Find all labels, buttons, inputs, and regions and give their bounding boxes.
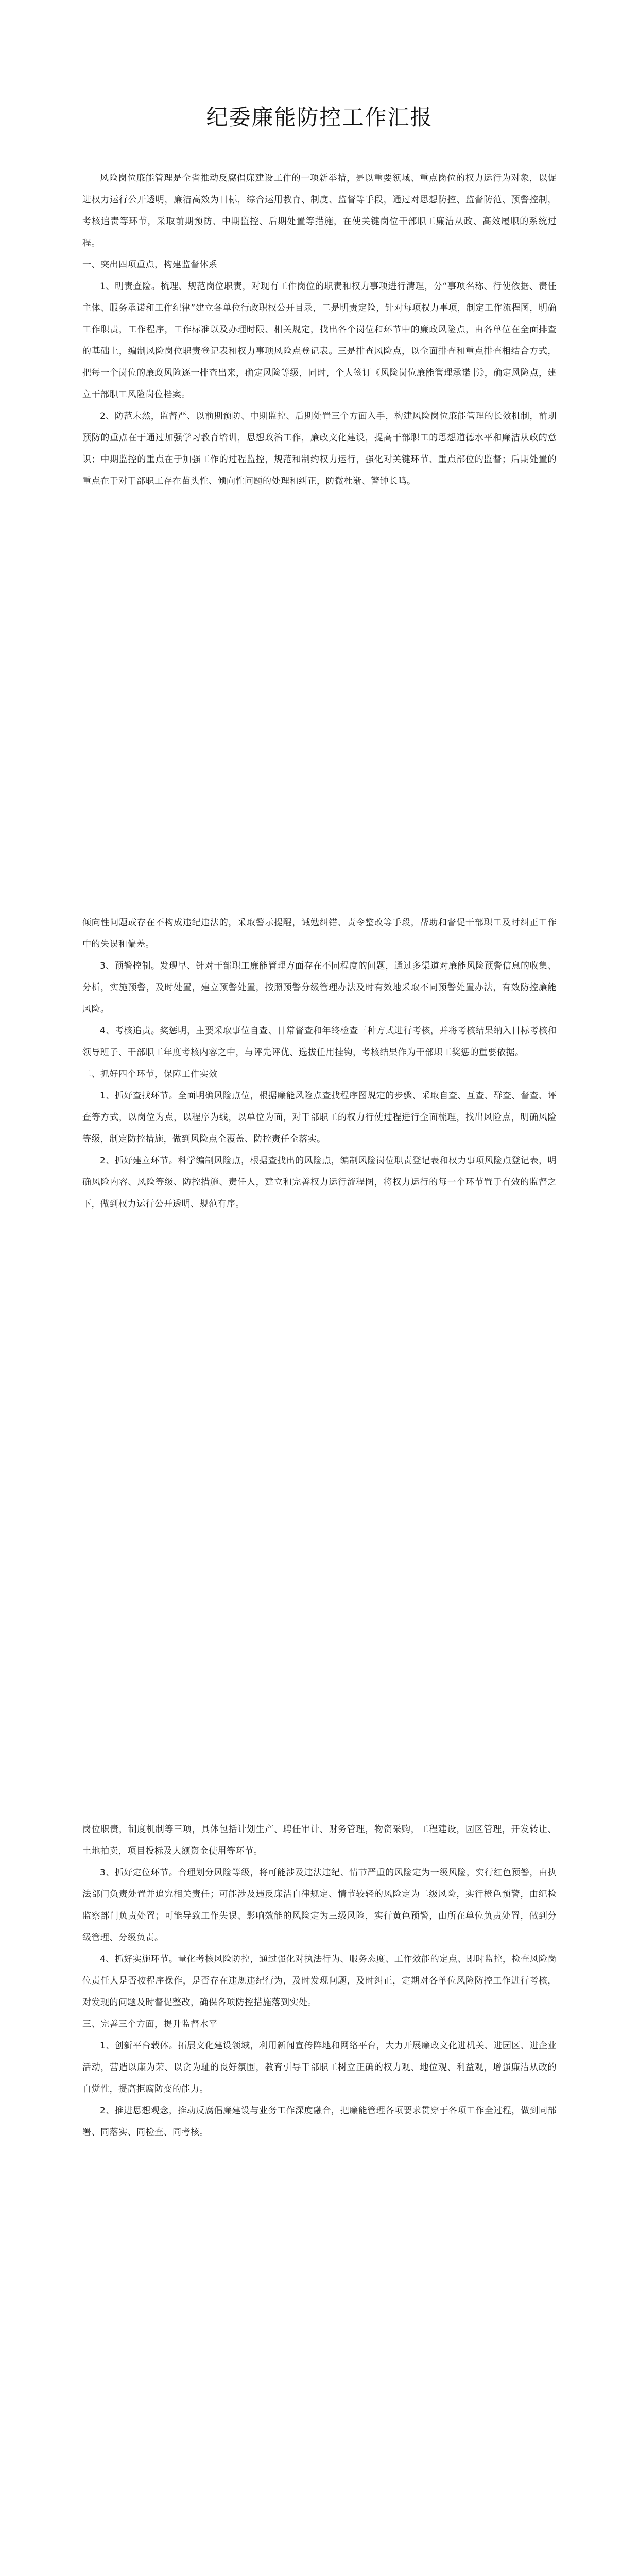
page3-body	[82, 1819, 557, 2143]
paragraph-1-2: 2、防范未然，监督严、以前期预防、中期监控、后期处置三个方面入手，构建风险岗位廉能管理的长效机制，前期预防的重点在于通过加强学习教育培训，思想政治工作，廉政文化建设，提高干部职工的思想道德水平和廉洁从政的意识；中期监控的重点在于加强工作的过程监控，规范和制约权力运行，强化对关键环节、重点部位的监督；后期处置的重点在于对干部职工存在苗头性、倾向性问题的处理和纠正，防微杜渐、警钟长鸣。	[82, 411, 557, 486]
paragraph-1-4: 4、考核追责。奖惩明，主要采取事位自查、日常督查和年终检查三种方式进行考核，并将考核结果纳入目标考核和领导班子、干部职工年度考核内容之中，与评先评优、选拔任用挂钩，考核结果作为干部职工奖惩的重要依据。	[82, 1026, 557, 1058]
paragraph-continuation-1: 倾向性问题或存在不构成违纪违法的，采取警示提醒，诫勉纠错、责令整改等手段，帮助和督促干部职工及时纠正工作中的失误和偏差。	[82, 918, 557, 950]
section-heading-3: 三、完善三个方面，提升监督水平	[82, 2019, 218, 2029]
paragraph-2-3: 3、抓好定位环节。合理划分风险等级，将可能涉及违法违纪、情节严重的风险定为一级风险，实行红色预警，由执法部门负责处置并追究相关责任；可能涉及违反廉洁自律规定、情节较轻的风险定为二级风险，实行橙色预警，由纪检监察部门负责处置；可能导致工作失误、影响效能的风险定为三级风险，实行黄色预警，由所在单位负责处置，做到分级管理、分级负责。	[82, 1868, 557, 1943]
paragraph-2-2: 2、抓好建立环节。科学编制风险点，根据查找出的风险点，编制风险岗位职责登记表和权力事项风险点登记表，明确风险内容、风险等级、防控措施、责任人，建立和完善权力运行流程图，将权力运行的每一个环节置于有效的监督之下，做到权力运行公开透明、规范有序。	[82, 1156, 557, 1209]
paragraph-3-1: 1、创新平台载体。拓展文化建设领域，利用新闻宣传阵地和网络平台，大力开展廉政文化进机关、进园区、进企业活动，营造以廉为荣、以贪为耻的良好氛围，教育引导干部职工树立正确的权力观、地位观、利益观，增强廉洁从政的自觉性，提高拒腐防变的能力。	[82, 2041, 557, 2094]
paragraph-continuation-2: 岗位职责，制度机制等三项，具体包括计划生产、聘任审计、财务管理，物资采购，工程建设，园区管理，开发转让、土地拍卖，项目投标及大额资金使用等环节。	[82, 1824, 557, 1856]
paragraph-2-4: 4、抓好实施环节。量化考核风险防控，通过强化对执法行为、服务态度、工作效能的定点、即时监控，检查风险岗位责任人是否按程序操作，是否存在违规违纪行为，及时发现问题，及时纠正，定期对各单位风险防控工作进行考核，对发现的问题及时督促整改，确保各项防控措施落到实处。	[82, 1954, 557, 2008]
section-heading-1: 一、突出四项重点，构建监督体系	[82, 260, 218, 270]
paragraph-intro: 风险岗位廉能管理是全省推动反腐倡廉建设工作的一项新举措，是以重要领域、重点岗位的权力运行为对象，以促进权力运行公开透明，廉洁高效为目标，综合运用教育、制度、监督等手段，通过对思想防控、监督防范、预警控制，考核追责等环节，采取前期预防、中期监控、后期处置等措施，在使关键岗位干部职工廉洁从政、高效履职的系统过程。	[82, 173, 557, 248]
paragraph-1-3: 3、预警控制。发现早、针对干部职工廉能管理方面存在不同程度的问题，通过多渠道对廉能风险预警信息的收集、分析，实施预警，及时处置，建立预警处置，按照预警分级管理办法及时有效地采取不同预警处置办法，有效防控廉能风险。	[82, 961, 557, 1014]
paragraph-3-2: 2、推进思想观念，推动反腐倡廉建设与业务工作深度融合，把廉能管理各项要求贯穿于各项工作全过程，做到同部署、同落实、同检查、同考核。	[82, 2106, 557, 2138]
paragraph-1-1: 1、明责查险。梳理、规范岗位职责，对现有工作岗位的职责和权力事项进行清理，分“事项名称、行使依据、责任主体、服务承诺和工作纪律”建立各单位行政职权公开目录，二是明责定险，针对每项权力事项，制定工作流程图，明确工作职责，工作程序，工作标准以及办理时限、相关规定，找出各个岗位和环节中的廉政风险点，由各单位在全面排查的基础上，编制风险岗位职责登记表和权力事项风险点登记表。三是排查风险点，以全面排查和重点排查相结合方式，把每一个岗位的廉政风险逐一排查出来，确定风险等级，同时，个人签订《风险岗位廉能管理承诺书》，确定风险点，建立干部职工风险岗位档案。	[82, 281, 557, 400]
page1-body	[82, 167, 557, 492]
paragraph-2-1: 1、抓好查找环节。全面明确风险点位，根据廉能风险点查找程序图规定的步骤、采取自查、互查、群查、督查、评查等方式，以岗位为点，以程序为线，以单位为面，对干部职工的权力行使过程进行全面梳理，找出风险点，明确风险等级，制定防控措施，做到风险点全覆盖、防控责任全落实。	[82, 1091, 557, 1144]
document-title: 纪委廉能防控工作汇报	[206, 105, 433, 130]
page2-body	[82, 912, 557, 1215]
section-heading-2: 二、抓好四个环节，保障工作实效	[82, 1069, 218, 1079]
